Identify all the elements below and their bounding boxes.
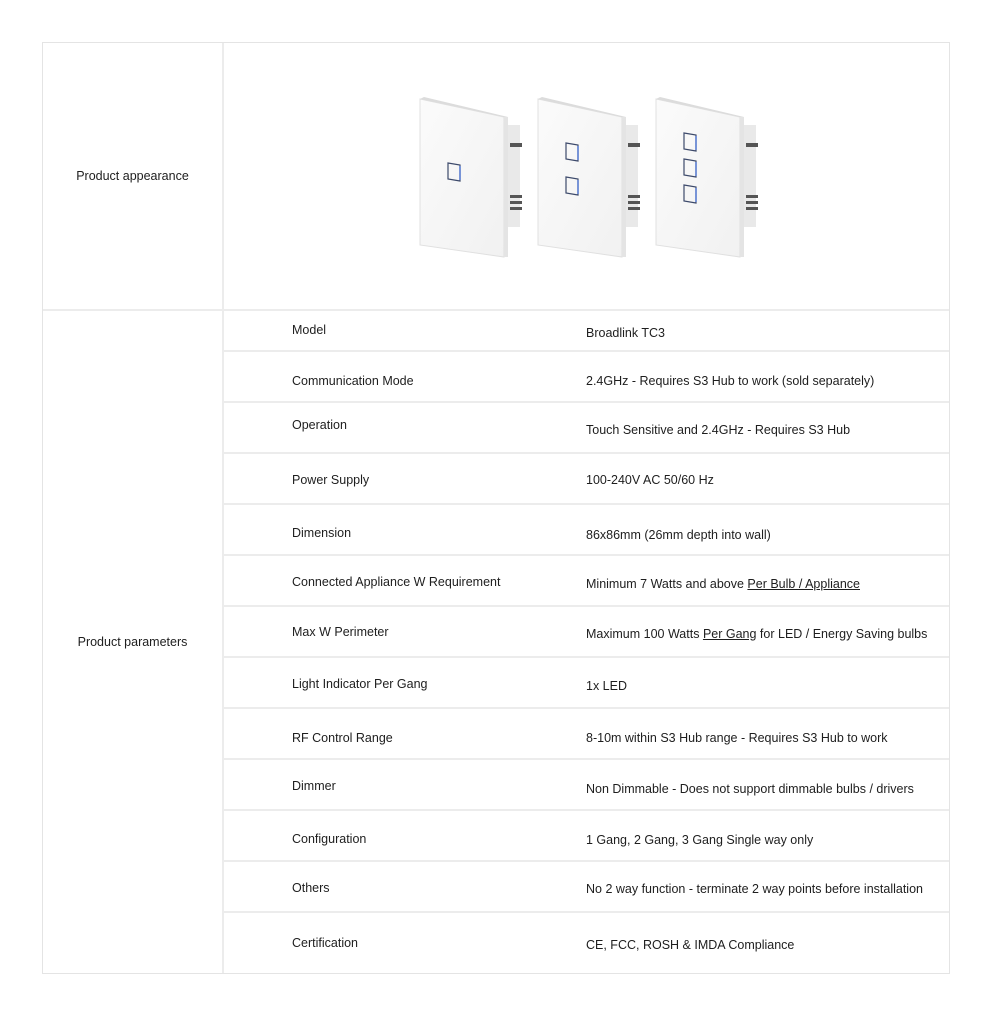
parameters-label: Product parameters <box>43 311 224 973</box>
switch-3-gang <box>656 97 758 257</box>
parameter-value <box>586 679 627 693</box>
value-text: 100-240V AC 50/60 Hz <box>586 473 714 487</box>
value-text: 1x LED <box>586 679 627 693</box>
parameter-value <box>586 938 794 952</box>
parameter-row <box>224 556 949 607</box>
parameter-row <box>224 454 949 505</box>
parameter-row <box>224 311 949 352</box>
parameter-row <box>224 913 949 975</box>
parameter-value <box>586 833 813 847</box>
parameter-value <box>586 731 888 745</box>
parameter-value <box>586 374 874 388</box>
value-text: 1 Gang, 2 Gang, 3 Gang Single way only <box>586 833 814 847</box>
parameter-row <box>224 607 949 658</box>
value-text: Maximum 100 Watts <box>586 627 703 641</box>
parameter-row <box>224 505 949 556</box>
parameter-name: Dimmer <box>292 779 336 793</box>
value-text: 2.4GHz - Requires S3 Hub to work (sold separately) <box>586 374 875 388</box>
value-text: Broadlink TC3 <box>586 326 665 340</box>
parameter-row <box>224 403 949 454</box>
value-text: Minimum 7 Watts and above <box>586 577 748 591</box>
value-text: 86x86mm (26mm depth into wall) <box>586 528 771 542</box>
underlined-text: Per Bulb / Appliance <box>747 577 860 591</box>
parameter-value <box>586 782 914 796</box>
parameter-value <box>586 882 923 896</box>
parameter-name: Dimension <box>292 526 352 540</box>
value-text: for LED / Energy Saving bulbs <box>756 627 928 641</box>
parameter-value <box>586 528 771 542</box>
parameter-row <box>224 709 949 760</box>
parameter-value <box>586 577 860 591</box>
parameter-name: Certification <box>292 936 358 950</box>
switch-1-gang <box>420 97 522 257</box>
parameters-row <box>43 311 949 973</box>
parameter-name: Communication Mode <box>292 374 414 388</box>
parameter-row <box>224 760 949 811</box>
value-text: Non Dimmable - Does not support dimmable bulbs / drivers <box>586 782 914 796</box>
parameter-value <box>586 627 927 641</box>
parameter-name: Connected Appliance W Requirement <box>292 575 501 589</box>
parameter-name: Model <box>292 323 327 337</box>
parameter-name: Others <box>292 881 330 895</box>
appearance-image-cell <box>224 43 949 309</box>
value-text: Touch Sensitive and 2.4GHz - Requires S3 Hub <box>586 423 851 437</box>
parameter-name: Power Supply <box>292 473 370 487</box>
parameter-value <box>586 423 850 437</box>
value-text: 8-10m within S3 Hub range - Requires S3 Hub to work <box>586 731 888 745</box>
switches-product-image <box>418 95 768 260</box>
appearance-label: Product appearance <box>43 43 224 309</box>
parameter-value <box>586 326 665 340</box>
parameter-name: Max W Perimeter <box>292 625 389 639</box>
spec-table <box>42 42 950 974</box>
appearance-row <box>43 43 949 311</box>
parameter-name: Operation <box>292 418 347 432</box>
parameter-row <box>224 658 949 709</box>
parameter-row <box>224 352 949 403</box>
parameter-value <box>586 473 714 487</box>
parameter-name: RF Control Range <box>292 731 393 745</box>
parameter-name: Light Indicator Per Gang <box>292 677 428 691</box>
value-text: No 2 way function - terminate 2 way points before installation <box>586 882 923 896</box>
switch-2-gang <box>538 97 640 257</box>
parameters-list <box>224 311 949 975</box>
underlined-text: Per Gang <box>702 627 757 641</box>
parameter-row <box>224 862 949 913</box>
parameter-name: Configuration <box>292 832 367 846</box>
parameter-row <box>224 811 949 862</box>
value-text: CE, FCC, ROSH & IMDA Compliance <box>586 938 795 952</box>
